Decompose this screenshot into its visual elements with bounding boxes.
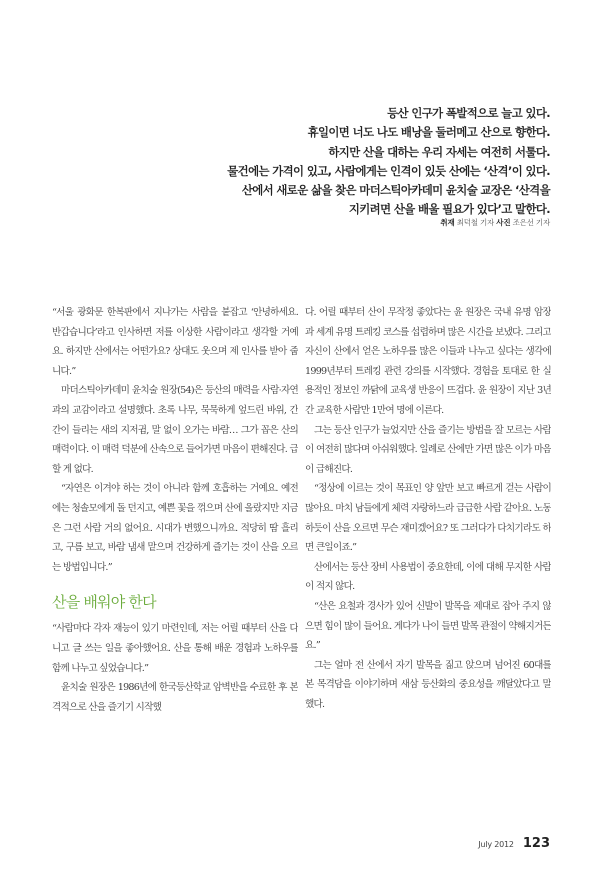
lead-line: 지키려면 산을 배울 필요가 있다’고 말한다. (348, 202, 550, 217)
lead-paragraph (227, 104, 550, 220)
page-number: 123 (522, 836, 550, 851)
lead-line: 휴일이면 너도 나도 배낭을 둘러메고 산으로 향한다. (307, 125, 550, 140)
body-paragraph: “정상에 이르는 것이 목표인 양 앞만 보고 빠르게 걷는 사람이 많아요. 마치 남들에게 체력 자랑하느라 급급한 사람 같아요. 노동하듯이 산을 오르면 무슨 재미겠어요? 또 그러다가 다치기라도 하면 큰일이죠.” (305, 483, 551, 554)
credit-label-photo: 사진 (496, 218, 511, 227)
lead-line: 산에서 새로운 삶을 찾은 마더스틱아카데미 윤치술 교장은 ‘산격을 (241, 183, 550, 198)
body-paragraph: “사람마다 각자 재능이 있기 마련인데, 저는 어릴 때부터 산을 다니고 글 쓰는 일을 좋아했어요. 산을 통해 배운 경험과 노하우를 함께 나누고 싶었습니다.” (52, 623, 298, 674)
issue-date: July 2012 (478, 840, 514, 849)
body-paragraph: “서울 광화문 한복판에서 지나가는 사람을 붙잡고 ‘안녕하세요. 반갑습니다’라고 인사하면 저를 이상한 사람이라고 생각할 거예요. 하지만 산에서는 어떤가요? 상대도 웃으며 제 인사를 받아 줍니다.” (52, 307, 298, 377)
credit-label-reporting: 취재 (440, 218, 455, 227)
byline (440, 217, 550, 228)
body-paragraph: 마더스틱아카데미 윤치술 원장(54)은 등산의 매력을 사람·자연과의 교감이라고 설명했다. 초록 나무, 묵묵하게 엎드린 바위, 간간이 들리는 새의 지저귐, 말 없이 오가는 바람… 그가 꼽은 산의 매력이다. 이 매력 덕분에 산속으로 들어가면 마음이 편해진다. 급할 게 없다. (52, 385, 298, 475)
article-column-right (305, 303, 551, 714)
article-column-left (52, 303, 298, 717)
body-paragraph: 그는 얼마 전 산에서 자기 발목을 짊고 앉으며 넘어진 60대를 본 목격담을 이야기하며 새삼 등산화의 중요성을 깨달았다고 말했다. (305, 659, 551, 710)
body-paragraph: “자연은 이겨야 하는 것이 아니라 함께 호흡하는 거예요. 예전에는 청솔모에게 돌 던지고, 예쁜 꽃을 꺾으며 산에 올랐지만 지금은 그런 사람 거의 없어요. 시대가 변했으니까요. 적당히 땀 흘리고, 구름 보고, 바람 냄새 맡으며 건강하게 즐기는 것이 산을 오르는 방법입니다.” (52, 483, 298, 573)
page-footer (478, 832, 550, 851)
body-paragraph: “산은 요철과 경사가 있어 신발이 발목을 제대로 잡아 주지 않으면 힘이 많이 들어요. 게다가 나이 들면 발목 관절이 약해지거든요.” (305, 600, 551, 652)
body-paragraph: 다. 어릴 때부터 산이 무작정 좋았다는 윤 원장은 국내 유명 암장과 세계 유명 트레킹 코스를 섭렵하며 많은 시간을 보냈다. 그리고 자신이 산에서 얻은 노하우를 많은 이들과 나누고 싶다는 생각에 1999년부터 트레킹 관련 강의를 시작했다. 경험을 토대로 한 실용적인 정보인 까닭에 교육생 반응이 뜨겁다. 윤 원장이 지난 3년 간 교육한 사람만 1만여 명에 이른다. (305, 307, 551, 416)
section-subhead: 산을 배워야 한다 (52, 593, 156, 612)
credit-photographer: 조은선 기자 (512, 218, 550, 227)
body-paragraph: 산에서는 등산 장비 사용법이 중요한데, 이에 대해 무지한 사람이 적지 않다. (305, 561, 551, 593)
lead-line: 하지만 산을 대하는 우리 자세는 여전히 서툴다. (328, 144, 550, 159)
credit-reporter: 최덕철 기자 (456, 218, 495, 227)
body-paragraph: 그는 등산 인구가 늘었지만 산을 즐기는 방법을 잘 모르는 사람이 여전히 많다며 아쉬워했다. 일례로 산에만 가면 많은 이가 마음이 급해진다. (305, 424, 551, 475)
lead-line: 물건에는 가격이 있고, 사람에게는 인격이 있듯 산에는 ‘산격’이 있다. (227, 163, 550, 178)
body-paragraph: 윤치술 원장은 1986년에 한국등산학교 암벽반을 수료한 후 본격적으로 산을 즐기기 시작했 (52, 682, 298, 713)
lead-line: 등산 인구가 폭발적으로 늘고 있다. (387, 106, 550, 120)
